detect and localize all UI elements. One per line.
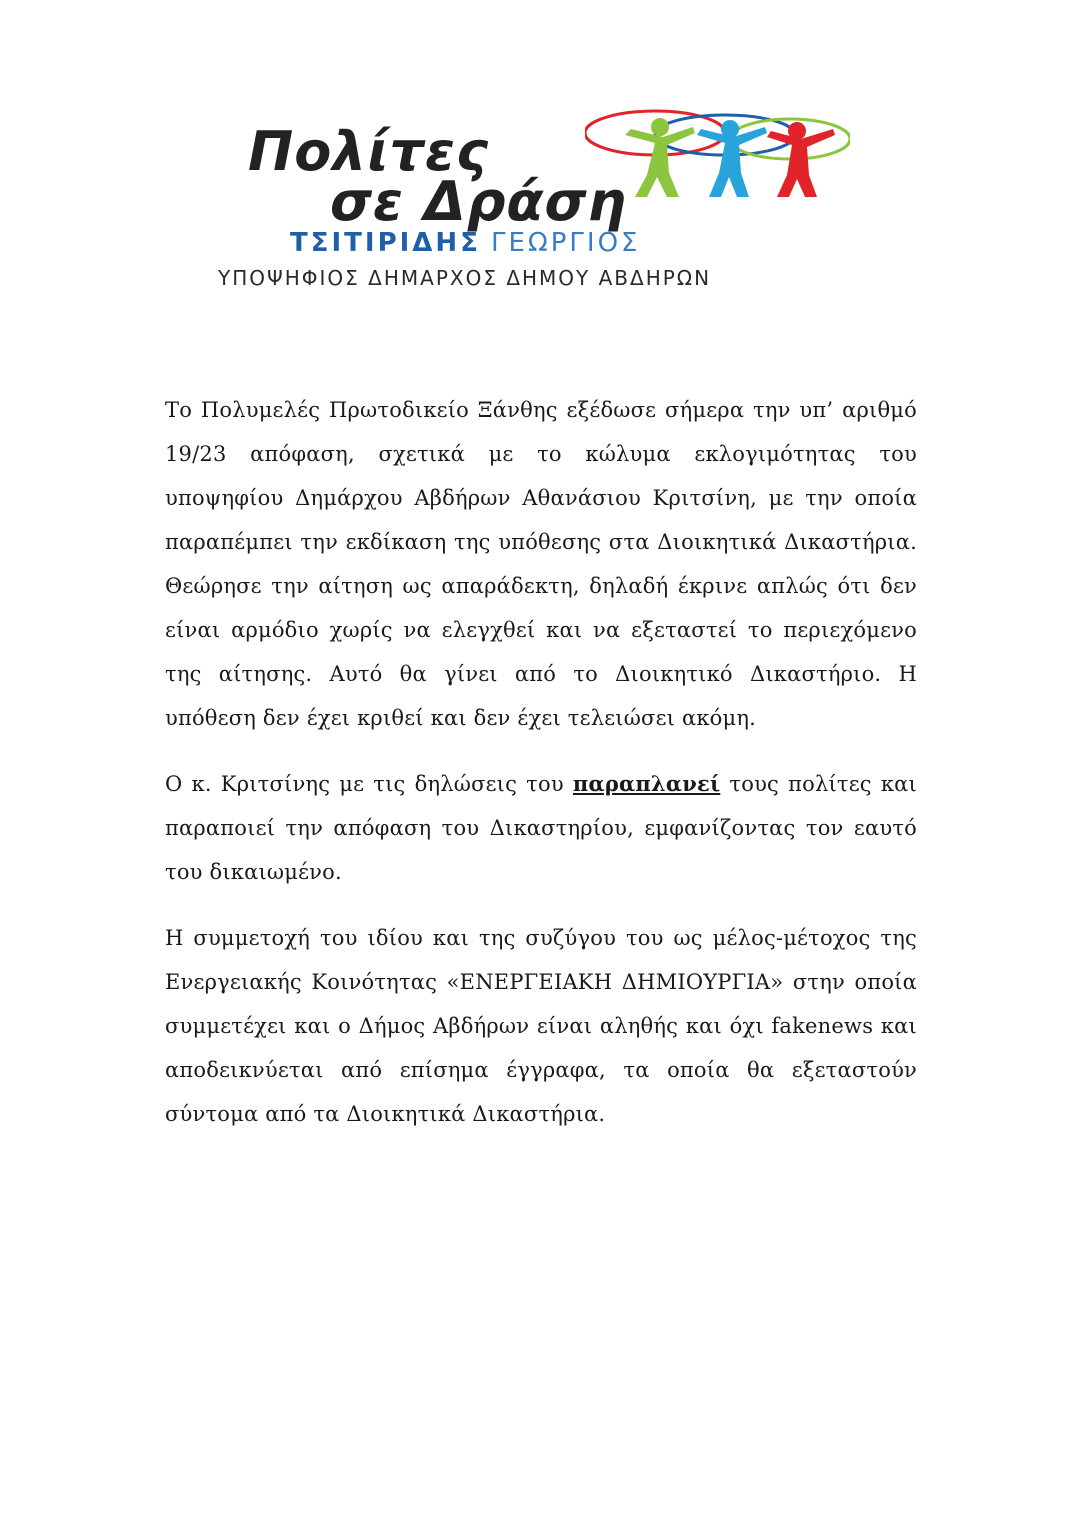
emphasized-word: παραπλανεί bbox=[572, 771, 721, 796]
paragraph-1: Το Πολυμελές Πρωτοδικείο Ξάνθης εξέδωσε σήμερα την υπ’ αριθμό 19/23 απόφαση, σχετικά με το κώλυμα εκλογιμότητας του υποψηφίου Δημάρχου Αβδήρων Αθανάσιου Κριτσίνη, με την οποία παραπέμπει την εκδίκαση της υπόθεσης στα Διοικητικά Δικαστήρια. Θεώρησε την αίτηση ως απαράδεκτη, δηλαδή έκρινε απλώς ότι δεν είναι αρμόδιο χωρίς να ελεγχθεί και να εξεταστεί το περιεχόμενο της αίτησης. Αυτό θα γίνει από το Διοικητικό Δικαστήριο. Η υπόθεση δεν έχει κριθεί και δεν έχει τελειώσει ακόμη. bbox=[165, 398, 917, 730]
candidate-surname: ΤΣΙΤΙΡΙΔΗΣ bbox=[290, 228, 481, 258]
paragraph-3: Η συμμετοχή του ιδίου και της συζύγου του ως μέλος-μέτοχος της Ενεργειακής Κοινότητας «ΕΝΕΡΓΕΙΑΚΗ ΔΗΜΙΟΥΡΓΙΑ» στην οποία συμμετέχει και ο Δήμος Αβδήρων είναι αληθής και όχι fakenews και αποδεικνύεται από επίσημα έγγραφα, τα οποία θα εξεταστούν σύντομα από τα Διοικητικά Δικαστήρια. bbox=[165, 926, 917, 1126]
paragraph-2-end: τους πολίτες και παραποιεί την απόφαση του Δικαστηρίου, εμφανίζοντας τον εαυτό του δικαιωμένο. bbox=[165, 772, 917, 884]
campaign-logo bbox=[200, 100, 900, 300]
logo-title-line1: Πολίτες bbox=[248, 120, 490, 183]
logo-title-line2: σε Δράση bbox=[330, 170, 627, 233]
candidate-role: ΥΠΟΨΗΦΙΟΣ ΔΗΜΑΡΧΟΣ ΔΗΜΟΥ ΑΒΔΗΡΩΝ bbox=[218, 266, 712, 290]
paragraph-2-start: Ο κ. Κριτσίνης με τις δηλώσεις του bbox=[165, 772, 573, 796]
candidate-name bbox=[290, 228, 640, 258]
people-figures-icon bbox=[585, 105, 850, 200]
paragraph-2 bbox=[165, 762, 917, 894]
candidate-firstname: ΓΕΩΡΓΙΟΣ bbox=[490, 228, 641, 258]
document-body bbox=[165, 388, 917, 1158]
